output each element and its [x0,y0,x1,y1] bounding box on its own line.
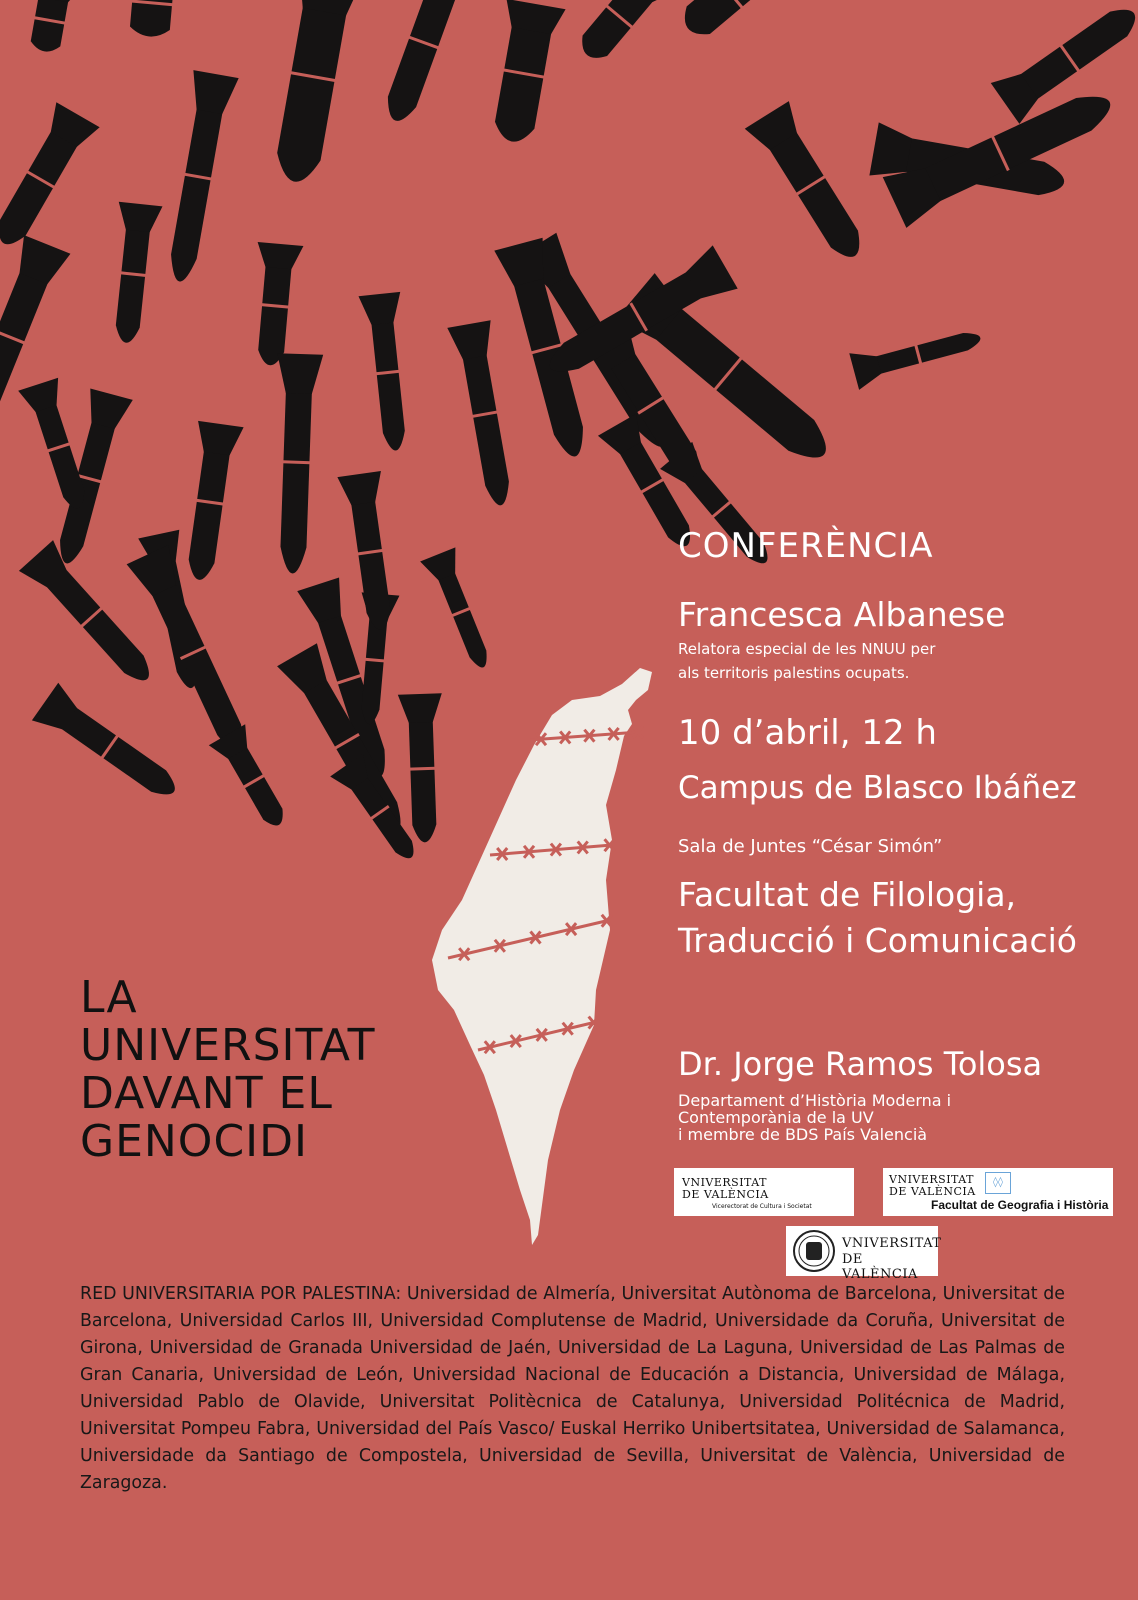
missile-shape [849,319,985,390]
missile-shape [567,0,674,72]
logo-uv-shield [786,1226,942,1282]
logo-name-top: VNIVERSITAT [889,1173,974,1186]
missile-shape [209,724,297,835]
title-line: GENOCIDI [80,1116,308,1167]
missile-shape [20,0,81,56]
speaker-name: Francesca Albanese [678,595,1006,634]
logo-name-top: VNIVERSITAT [682,1176,767,1189]
title-line: LA [80,972,138,1023]
moderator-role-line: i membre de BDS País Valencià [678,1125,928,1144]
logo-faculty: Facultat de Geografia i Història [931,1198,1109,1212]
logo-subtitle: Vicerectorat de Cultura i Societat [712,1203,812,1210]
moderator-name: Dr. Jorge Ramos Tolosa [678,1045,1043,1083]
moderator-role-line: Departament d’Història Moderna i [678,1091,952,1110]
missile-shape [0,102,100,256]
missile-shape [398,693,447,843]
logo-name-bottom: DE VALÈNCIA [889,1185,976,1198]
event-type: CONFERÈNCIA [678,526,934,566]
logo-uv-geografia [883,1168,1113,1216]
missile-shape [157,70,239,285]
university-shield-icon [792,1229,836,1273]
speaker-role-line: Relatora especial de les NNUU per [678,640,936,658]
missile-shape [247,242,303,367]
title-line: DAVANT EL [80,1068,333,1119]
faculty-line: Facultat de Filologia, [678,875,1017,914]
poster-title [80,974,440,1166]
logo-name-bottom: DE VALÈNCIA [842,1252,918,1282]
logo-name-top: VNIVERSITAT [842,1236,942,1251]
logo-uv-vicerectorat [674,1168,854,1216]
missile-shape [176,421,243,583]
missile-shape [745,101,877,270]
faculty-emblem-icon: ◊◊ [985,1172,1011,1194]
network-list: RED UNIVERSITARIA POR PALESTINA: Universidad de Almería, Universitat Autònoma de Barcelona, Universitat de Barcelona, Universidad Carlos III, Universidad Complutense de Madrid, Universidade da Coruña, Universitat de Girona, Universidad de Granada Universidad de Jaén, Universidad de La Laguna, Universidad de Las Palmas de Gran Canaria, Universidad de León, Universidad Nacional de Educación a Distancia, Universidad de Málaga, Universidad Pablo de Olavide, Universitat Politècnica de Catalunya, Universidad Politécnica de Madrid, Universitat Pompeu Fabra, Universidad del País Vasco/ Euskal Herriko Unibertsitatea, Universidad de Salamanca, Universidade da Santiago de Compostela, Universidad de Sevilla, Universitat de València, Universidad de Zaragoza. [80,1284,1065,1493]
speaker-role-line: als territoris palestins ocupats. [678,664,910,682]
missile-shape [447,320,522,509]
missile-shape [263,0,363,187]
event-campus: Campus de Blasco Ibáñez [678,770,1077,806]
missile-shape [482,0,565,147]
missile-shape [420,547,501,674]
moderator-role-line: Contemporània de la UV [678,1108,874,1127]
missile-shape [32,683,187,811]
missile-shape [358,292,416,453]
faculty-line: Traducció i Comunicació [678,921,1077,960]
missile-shape [270,353,324,574]
missile-shape [670,0,792,50]
missile-shape [372,0,476,129]
event-date: 10 d’abril, 12 h [678,713,937,753]
event-room: Sala de Juntes “César Simón” [678,836,943,857]
missile-shape [119,0,185,39]
title-line: UNIVERSITAT [80,1020,376,1071]
missile-shape [104,202,162,345]
logo-name-bottom: DE VALÈNCIA [682,1188,769,1201]
